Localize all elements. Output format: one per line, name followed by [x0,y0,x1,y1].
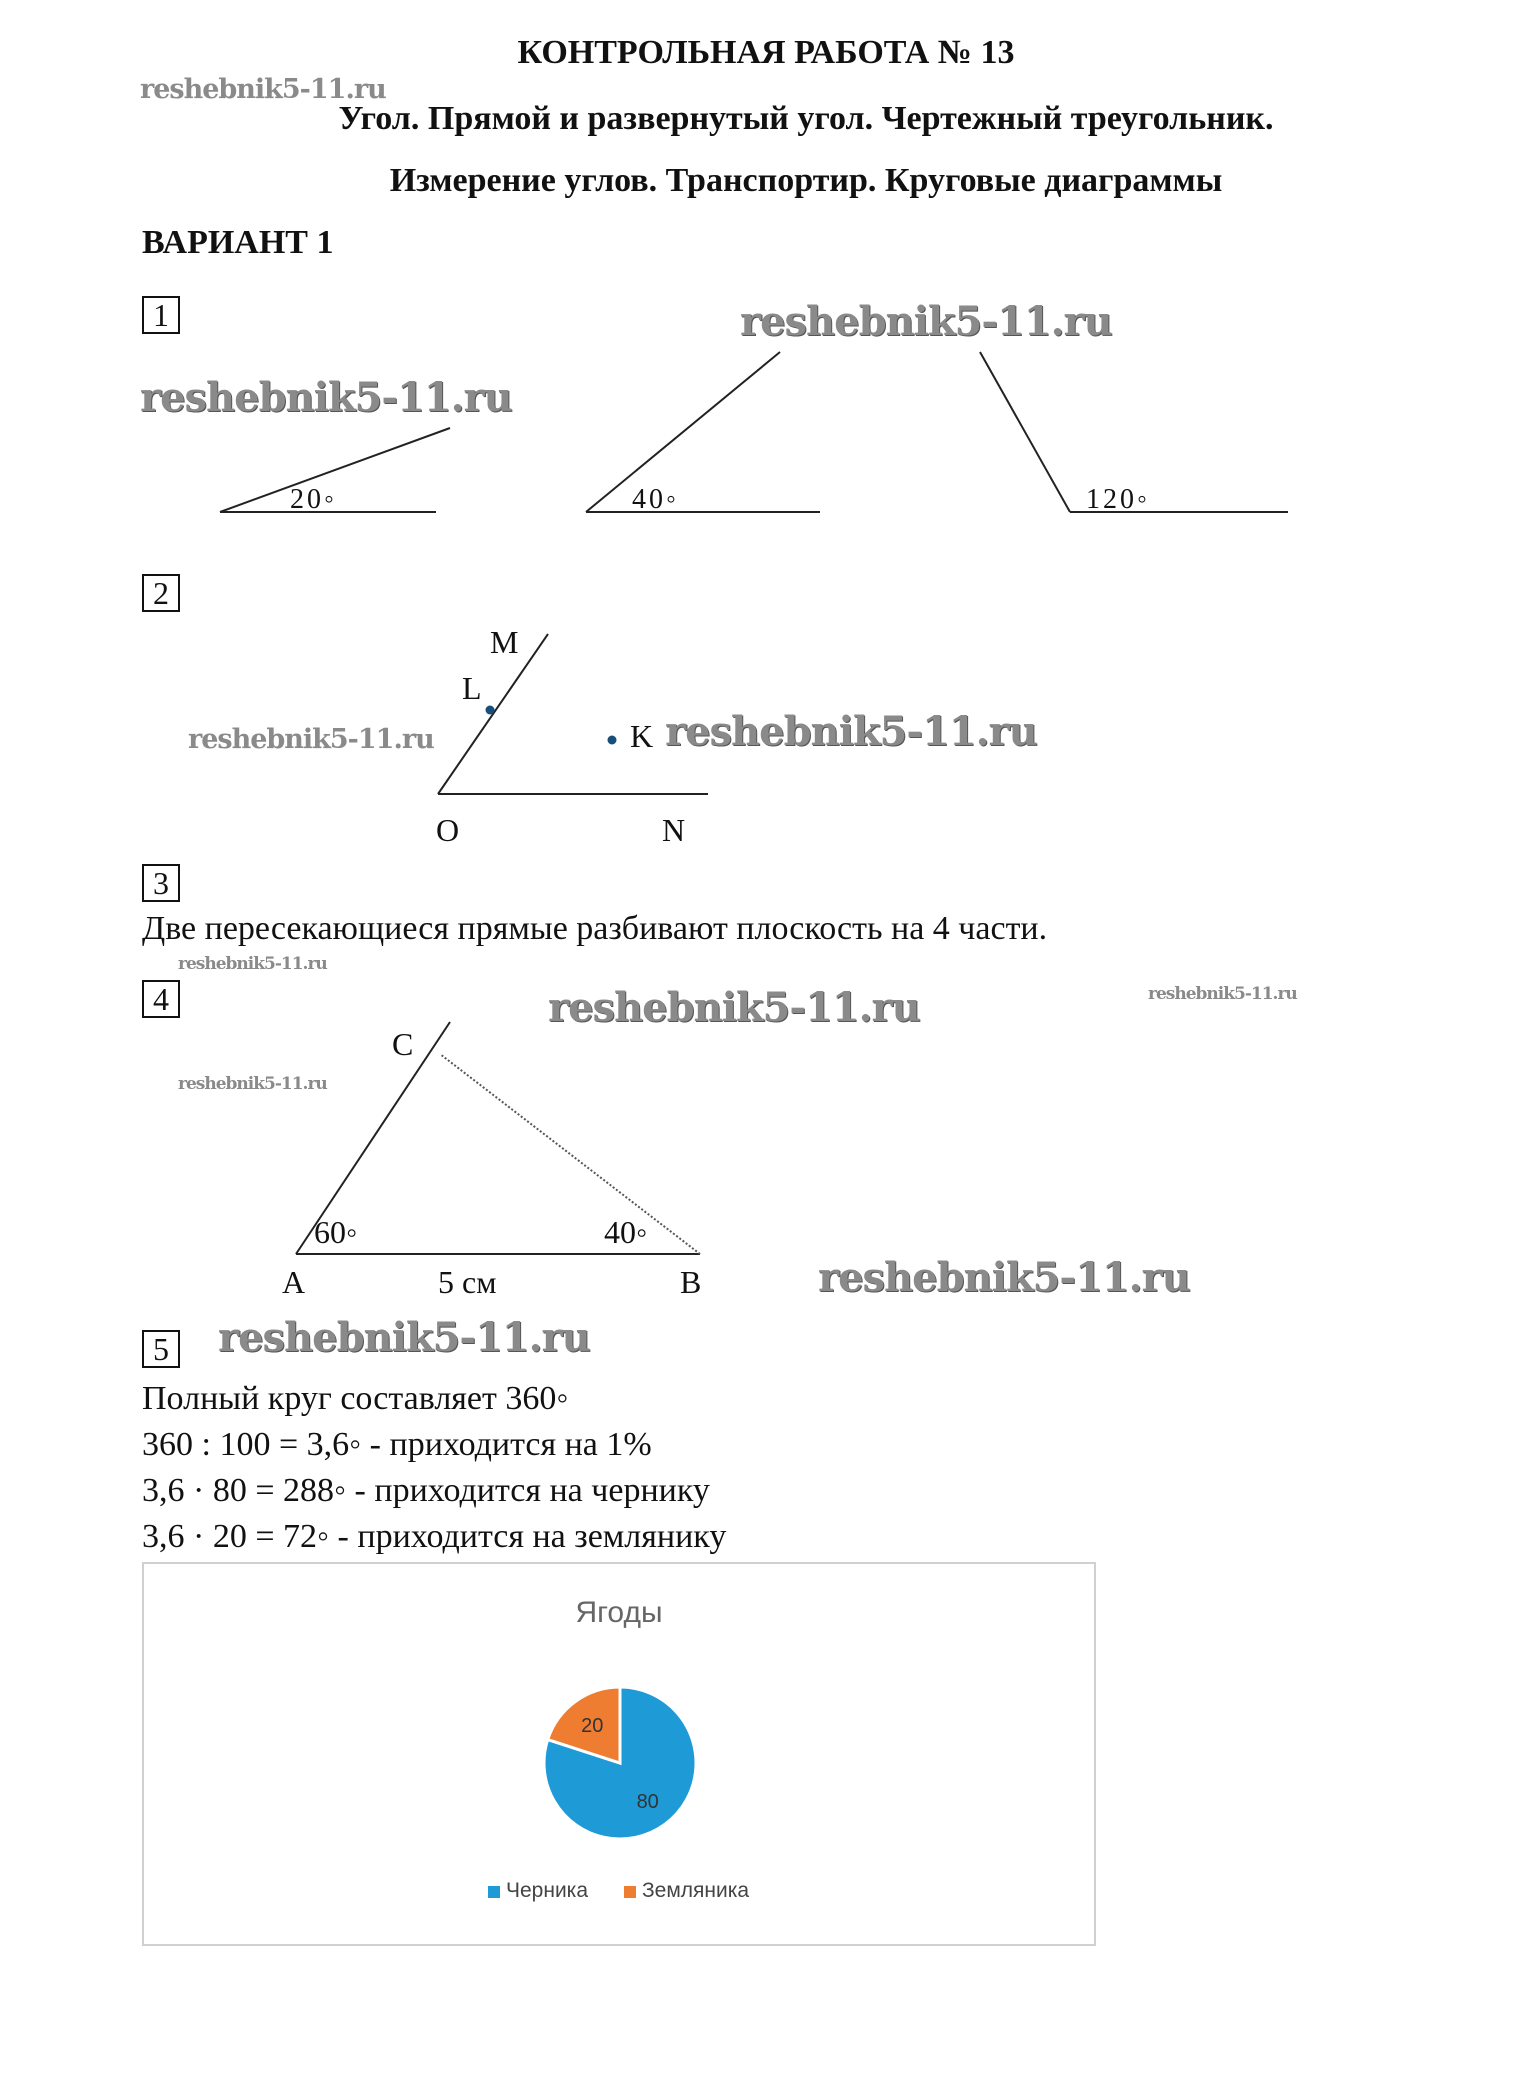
pie-chart [144,1564,1094,1944]
side-BC [440,1054,700,1254]
task-number-box: 3 [142,864,180,902]
pie-value-strawberry: 20 [581,1714,604,1737]
task-number-box: 1 [142,296,180,334]
pie-chart-container [142,1562,1096,1946]
point-label-K: K [630,718,654,754]
task4-triangle-figure [0,1000,1532,1300]
watermark: reshebnik5-11.ru [188,724,434,755]
angle-40-label: 40◦ [632,484,679,515]
chart-title: Ягоды [575,1596,663,1629]
watermark: reshebnik5-11.ru [178,954,327,974]
task5-line: Полный круг составляет 360◦ [142,1380,569,1417]
angle-A-label: 60◦ [314,1214,358,1250]
task3-answer: Две пересекающиеся прямые разбивают плоскость на 4 части. [142,910,1048,947]
watermark: reshebnik5-11.ru [218,1314,590,1361]
point-label-O: O [436,812,460,848]
task-number-box: 4 [142,980,180,1018]
legend-swatch-blueberry [488,1886,500,1898]
angle-20-label: 20◦ [290,484,337,515]
watermark: reshebnik5-11.ru [1148,984,1297,1004]
watermark: reshebnik5-11.ru [140,374,512,421]
pie-value-blueberry: 80 [636,1791,659,1814]
watermark: reshebnik5-11.ru [665,708,1037,755]
watermark: reshebnik5-11.ru [818,1254,1190,1301]
task-number-box: 2 [142,574,180,612]
legend-swatch-strawberry [624,1886,636,1898]
point-label-M: M [490,624,519,660]
watermark: reshebnik5-11.ru [178,1074,327,1094]
task2-figure [0,560,1532,860]
legend-label-strawberry: Земляника [642,1879,750,1902]
point-K [608,736,617,745]
task-number-box: 5 [142,1330,180,1368]
task5-line: 360 : 100 = 3,6◦ - приходится на 1% [142,1426,652,1463]
point-label-N: N [662,812,686,848]
task5-line: 3,6 · 20 = 72◦ - приходится на землянику [142,1518,727,1555]
watermark: reshebnik5-11.ru [548,984,920,1031]
vertex-label-A: A [282,1264,306,1300]
task5-line: 3,6 · 80 = 288◦ - приходится на чернику [142,1472,710,1509]
page-subtitle-2: Измерение углов. Транспортир. Круговые диаграммы [389,162,1223,199]
point-label-L: L [462,670,482,706]
watermark: reshebnik5-11.ru [740,298,1112,345]
variant-heading: ВАРИАНТ 1 [142,224,334,261]
angle-B-label: 40◦ [604,1214,648,1250]
task1-angles-figure [0,0,1532,560]
vertex-label-C: C [392,1026,414,1062]
vertex-label-B: B [680,1264,702,1300]
side-AB-length: 5 см [438,1264,497,1300]
page-title: КОНТРОЛЬНАЯ РАБОТА № 13 [517,34,1015,71]
watermark: reshebnik5-11.ru [140,74,386,105]
angle-120-label: 120◦ [1086,484,1150,515]
angle-120-ray [980,352,1070,512]
legend-label-blueberry: Черника [506,1879,589,1902]
page-subtitle-1: Угол. Прямой и развернутый угол. Чертежный треугольник. [338,100,1274,137]
point-L [486,706,495,715]
angle-40-ray [586,352,780,512]
